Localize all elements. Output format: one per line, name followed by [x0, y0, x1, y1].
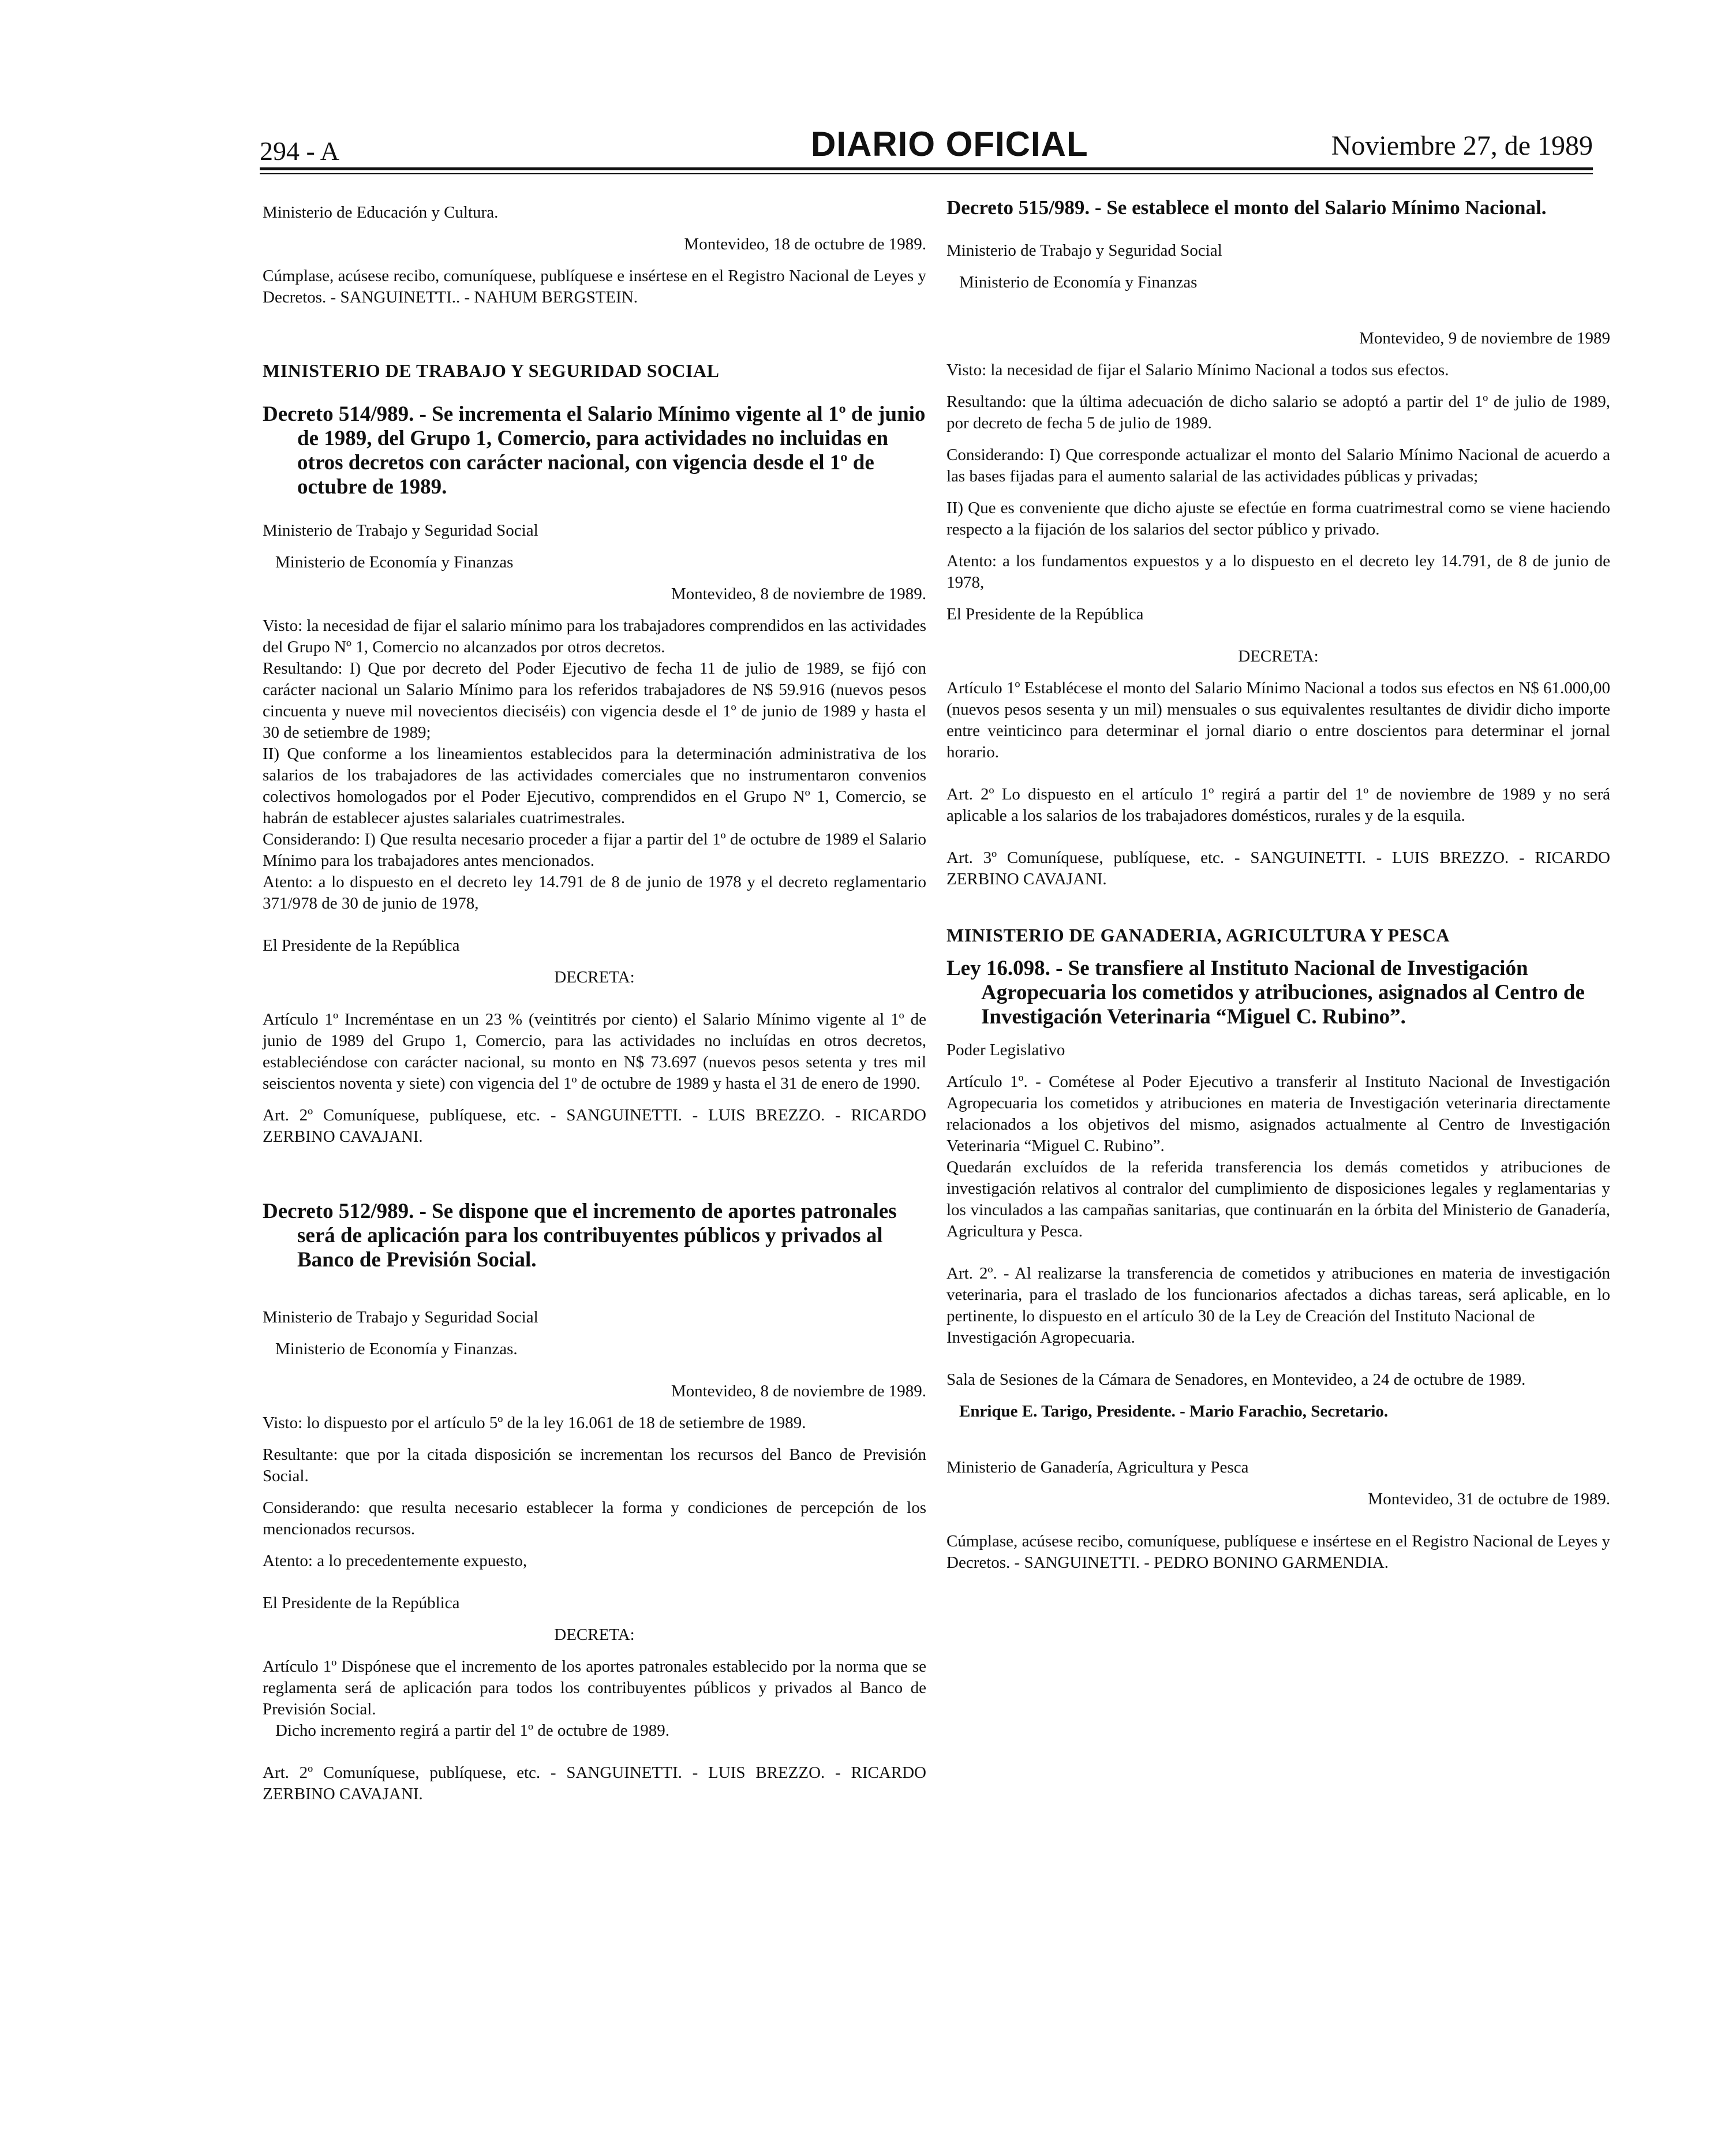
ministry-line: Ministerio de Economía y Finanzas	[275, 553, 514, 571]
decreta-heading: DECRETA:	[554, 968, 635, 986]
atento-paragraph: Atento: a lo dispuesto en el decreto ley 14.791 de 8 de junio de 1978 y el decreto reglamentario 371/978 de 30 de junio de 1978,	[263, 873, 926, 913]
article-1: Artículo 1º Establécese el monto del Salario Mínimo Nacional a todos sus efectos en N$ 61.000,00 (nuevos pesos sesenta y un mil) mensuales o sus equivalentes resultantes de dividir dicho importe entre veinticinco para determinar el jornal diario o entre doscientos para determinar el jornal horario.	[946, 679, 1610, 761]
left-column	[263, 202, 926, 1805]
article-1: Artículo 1º. - Cométese al Poder Ejecutivo a transferir al Instituto Nacional de Investigación Agropecuaria los cometidos y atribuciones en materia de Investigación veterinaria directamente relacionados a los objetivos del mismo, asignados actualmente al Centro de Investigación Veterinaria “Miguel C. Rubino”.	[946, 1073, 1610, 1155]
article-2-signatures: Art. 2º Comuníquese, publíquese, etc. - SANGUINETTI. - LUIS BREZZO. - RICARDO ZERBINO CAVAJANI.	[263, 1763, 926, 1803]
atento-paragraph: Atento: a lo precedentemente expuesto,	[263, 1552, 527, 1570]
ministry-line: Ministerio de Economía y Finanzas.	[275, 1340, 518, 1358]
atento-paragraph: Atento: a los fundamentos expuestos y a lo dispuesto en el decreto ley 14.791, de 8 de junio de 1978,	[946, 552, 1610, 592]
article-3-signatures: Art. 3º Comuníquese, publíquese, etc. - SANGUINETTI. - LUIS BREZZO. - RICARDO ZERBINO CAVAJANI.	[946, 849, 1610, 888]
dateline: Montevideo, 8 de noviembre de 1989.	[671, 585, 926, 603]
section-heading-ganaderia: MINISTERIO DE GANADERIA, AGRICULTURA Y PESCA	[946, 925, 1450, 946]
visto-paragraph: Visto: lo dispuesto por el artículo 5º de la ley 16.061 de 18 de setiembre de 1989.	[263, 1414, 806, 1432]
article-2-signatures: Art. 2º Comuníquese, publíquese, etc. - SANGUINETTI. - LUIS BREZZO. - RICARDO ZERBINO CAVAJANI.	[263, 1106, 926, 1146]
closing-text: Cúmplase, acúsese recibo, comuníquese, publíquese e insértese en el Registro Nacional de Leyes y Decretos. - SANGUINETTI. - PEDRO BONINO GARMENDIA.	[946, 1532, 1610, 1572]
closing-text: Cúmplase, acúsese recibo, comuníquese, publíquese e insértese en el Registro Nacional de Leyes y Decretos. - SANGUINETTI.. - NAHUM BERGSTEIN.	[263, 267, 926, 307]
considerando-paragraph: Considerando: que resulta necesario establecer la forma y condiciones de percepción de los mencionados recursos.	[263, 1499, 926, 1538]
president-line: El Presidente de la República	[946, 605, 1144, 623]
page-number: 294 - A	[260, 136, 339, 166]
law-16098-heading: Ley 16.098. - Se transfiere al Instituto Nacional de Investigación Agropecuaria los cometidos y atribuciones, asignados al Centro de Investigación Veterinaria “Miguel C. Rubino”.	[946, 956, 1585, 1029]
article-2: Art. 2º. - Al realizarse la transferencia de cometidos y atribuciones en materia de investigación veterinaria, para el traslado de los funcionarios afectados a dichas tareas, será aplicable, en lo pertinente, lo dispuesto en el artículo 30 de la Ley de Creación del Instituto Nacional de	[946, 1264, 1610, 1325]
dateline: Montevideo, 18 de octubre de 1989.	[684, 235, 926, 253]
dateline: Montevideo, 9 de noviembre de 1989	[1359, 329, 1610, 347]
resultando-ii-paragraph: II) Que conforme a los lineamientos establecidos para la determinación administrativa de los salarios de los trabajadores de las actividades comerciales que no instrumentaron convenios colectivos homologados por el Poder Ejecutivo, comprendidos en el Grupo Nº 1, Comercio, se habrán de establecer ajustes salariales cuatrimestrales.	[263, 745, 926, 827]
ministry-line: Ministerio de Ganadería, Agricultura y Pesca	[946, 1458, 1249, 1477]
president-line: El Presidente de la República	[263, 1594, 460, 1612]
header-rule	[260, 167, 1593, 170]
ministry-line: Ministerio de Trabajo y Seguridad Social	[263, 521, 538, 540]
president-line: El Presidente de la República	[263, 936, 460, 955]
section-heading-trabajo: MINISTERIO DE TRABAJO Y SEGURIDAD SOCIAL	[263, 360, 720, 381]
visto-paragraph: Visto: la necesidad de fijar el Salario Mínimo Nacional a todos sus efectos.	[946, 361, 1449, 379]
ministry-line: Ministerio de Economía y Finanzas	[959, 273, 1198, 292]
ministry-line: Ministerio de Educación y Cultura.	[263, 203, 499, 222]
article-1: Artículo 1º Increméntase en un 23 % (veintitrés por ciento) el Salario Mínimo vigente al 1º de junio de 1989 del Grupo 1, Comercio, para las actividades no incluídas en otros decretos, estableciéndose con carácter nacional, su monto en N$ 73.697 (nuevos pesos setenta y tres mil seiscientos noventa y siete) con vigencia del 1º de octubre de 1989 y hasta el 31 de enero de 1990.	[263, 1010, 926, 1093]
article-1-continuation: Dicho incremento regirá a partir del 1º de octubre de 1989.	[275, 1721, 669, 1740]
decreta-heading: DECRETA:	[1238, 647, 1319, 666]
decree-514-heading: Decreto 514/989. - Se incrementa el Salario Mínimo vigente al 1º de junio de 1989, del Grupo 1, Comercio, para actividades no incluidas en otros decretos con carácter nacional, con vigencia desde el 1º de octubre de 1989.	[263, 402, 926, 499]
decreta-heading: DECRETA:	[554, 1625, 635, 1644]
right-column	[946, 196, 1610, 1574]
dateline: Montevideo, 31 de octubre de 1989.	[1368, 1490, 1610, 1508]
article-1: Artículo 1º Dispónese que el incremento de los aportes patronales establecido por la norma que se reglamenta será de aplicación para todos los contribuyentes públicos y privados al Banco de Previsión Social.	[263, 1657, 926, 1718]
resultando-paragraph: Resultando: que la última adecuación de dicho salario se adoptó a partir del 1º de julio de 1989, por decreto de fecha 5 de julio de 1989.	[946, 393, 1610, 432]
dateline: Montevideo, 8 de noviembre de 1989.	[671, 1382, 926, 1400]
ministry-line: Ministerio de Trabajo y Seguridad Social	[946, 241, 1222, 260]
considerando-paragraph: Considerando: I) Que corresponde actualizar el monto del Salario Mínimo Nacional de acuerdo a las bases fijadas para el aumento salarial de las actividades públicas y privadas;	[946, 446, 1610, 485]
session-line: Sala de Sesiones de la Cámara de Senadores, en Montevideo, a 24 de octubre de 1989.	[946, 1370, 1526, 1389]
decree-512-heading: Decreto 512/989. - Se dispone que el incremento de aportes patronales será de aplicación para los contribuyentes públicos y privados al Banco de Previsión Social.	[263, 1199, 897, 1272]
decree-515-heading: Decreto 515/989. - Se establece el monto del Salario Mínimo Nacional.	[946, 196, 1547, 219]
legislative-signatures: Enrique E. Tarigo, Presidente. - Mario Farachio, Secretario.	[959, 1402, 1389, 1421]
article-1-continuation: Quedarán excluídos de la referida transferencia los demás cometidos y atribuciones de investigación relativos al contralor del cumplimiento de disposiciones legales y reglamentarias y los vinculados a las campañas sanitarias, que continuarán en la órbita del Ministerio de Ganadería, Agricultura y Pesca.	[946, 1158, 1610, 1240]
ministry-line: Ministerio de Trabajo y Seguridad Social	[263, 1308, 538, 1326]
visto-paragraph: Visto: la necesidad de fijar el salario mínimo para los trabajadores comprendidos en las actividades del Grupo Nº 1, Comercio no alcanzados por otros decretos.	[263, 616, 926, 656]
resultando-paragraph: Resultando: I) Que por decreto del Poder Ejecutivo de fecha 11 de julio de 1989, se fijó con carácter nacional un Salario Mínimo para los referidos trabajadores de N$ 59.916 (nuevos pesos cincuenta y nueve mil novecientos dieciséis) con vigencia desde el 1º de junio de 1989 y hasta el 30 de setiembre de 1989;	[263, 659, 926, 742]
article-2: Art. 2º Lo dispuesto en el artículo 1º regirá a partir del 1º de noviembre de 1989 y no será aplicable a los salarios de los trabajadores domésticos, rurales y de la esquila.	[946, 785, 1610, 825]
header-rule-thin	[260, 173, 1593, 174]
resultante-paragraph: Resultante: que por la citada disposición se incrementan los recursos del Banco de Previsión Social.	[263, 1445, 926, 1485]
article-2-continuation: Investigación Agropecuaria.	[946, 1328, 1135, 1347]
page-header	[260, 124, 1593, 170]
issue-date: Noviembre 27, de 1989	[1331, 130, 1593, 161]
considerando-ii-paragraph: II) Que es conveniente que dicho ajuste se efectúe en forma cuatrimestral como se viene haciendo respecto a la fijación de los salarios del sector público y privado.	[946, 499, 1610, 539]
masthead: DIARIO OFICIAL	[811, 125, 1088, 163]
considerando-paragraph: Considerando: I) Que resulta necesario proceder a fijar a partir del 1º de octubre de 1989 el Salario Mínimo para los trabajadores antes mencionados.	[263, 830, 926, 870]
poder-legislativo-line: Poder Legislativo	[946, 1041, 1065, 1059]
